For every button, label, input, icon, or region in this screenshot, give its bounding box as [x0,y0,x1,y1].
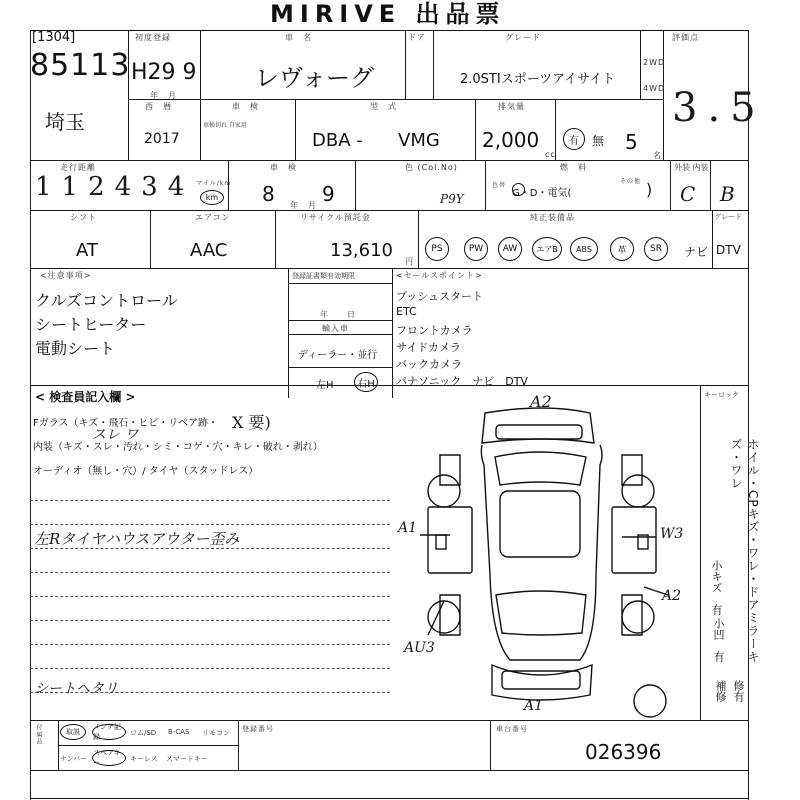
turbo-no: 無 [592,134,605,148]
grid-line [392,268,393,398]
dash-line [30,572,390,573]
grid-line [30,770,748,771]
grid-line [640,30,641,100]
grid-line [405,30,406,100]
lot-number: 85113 [30,48,131,83]
grid-line [710,160,711,210]
opt-rom: ロム/SD [130,729,157,737]
sales-point-3: フロントカメラ [396,324,473,337]
steering-left: 左H [316,380,334,391]
mileage-label: 走行距離 [60,163,96,172]
grid-line [238,720,239,770]
dash-line [30,596,390,597]
grid-line [288,268,289,398]
opt-spare-key: スペアキー [92,750,126,766]
equipment-airbag: エアB [532,237,562,261]
footer-side: 付属品 [35,724,42,745]
shift-label: シフト [70,213,97,222]
equipment-navi: ナビ [684,245,709,259]
grid-line [418,210,419,268]
aircon-label: エアコン [195,213,231,222]
grid-line [30,385,748,386]
inspector-line-3: オーディオ（無し・穴）/ タイヤ（スタッドレス） [33,466,259,477]
dealer-label: ディーラー・並行 [298,350,378,361]
interior-grade: B [720,182,735,206]
grid-line [288,320,392,321]
grid-line [30,720,748,721]
opt-remote: リモコン [202,729,230,737]
grade-4wd: 4WD [643,84,666,93]
shaken-note: 車検切れ 自家用 [203,122,247,129]
score-label: 評価点 [672,33,699,42]
opt-bcas: B-CAS [168,728,190,736]
inspection-label: 車 検 [270,163,297,172]
notes-label: <注意事項> [40,271,92,280]
grid-line [475,99,476,160]
grid-line [275,210,276,268]
grid-line [200,30,201,160]
inspector-line-1: Fガラス（キズ・飛石・ヒビ・リペア跡・ [33,418,219,429]
lot-tag: [1304] [32,30,76,45]
reg-number-label: 登録番号 [242,725,274,733]
opt-manual: 取説 [60,724,86,740]
damage-a2-top: A2 [530,392,552,411]
side-note-small-dent: 小凹 有 [712,618,725,662]
inspection-month: 9 [322,182,335,206]
side-note-wheels: ホイル・CPキズ・ワレ・ドアミラーキズ・ワレ [729,438,760,664]
sales-points-label: <セールスポイント> [396,271,483,280]
equipment-aw: AW [498,237,522,261]
inspector-label: < 検査員記入欄 > [35,390,136,404]
fuel-label: 燃 料 [560,163,587,172]
grid-line [30,210,748,211]
dash-line [30,644,390,645]
color-code: P9Y [440,192,464,206]
opt-maintenance: メンテ記録 [92,724,126,740]
sales-point-4: サイドカメラ [396,341,461,354]
grid-line [30,160,748,161]
import-label: 輸入車 [322,324,349,333]
grid-line [288,334,392,335]
damage-a1-left: A1 [398,520,418,536]
damage-w3: W3 [660,526,684,542]
shaken-label: 車 検 [232,102,259,111]
handwritten-note-1: 左Rタイヤハウスアウター歪み [34,530,240,548]
grid-line [30,30,31,800]
score-value: 3.5 [672,85,766,131]
model-year-label: 西 暦 [145,102,172,111]
grid-line [433,30,434,100]
equipment-label: 純正装備品 [530,213,575,222]
grid-line [288,283,392,284]
side-note-repair: 補修 [714,680,727,702]
key-label: キーロック [704,391,739,399]
grid-line [700,385,701,720]
mileage-km-circled: km [200,190,224,205]
color-label: 色 (Col.No) [405,163,458,172]
dash-line [30,668,390,669]
displacement-value: 2,000 [482,128,540,152]
grid-line [150,210,151,268]
inspection-year: 8 [262,182,275,206]
year-day-label: 年 日 [320,310,356,319]
displacement-unit: cc [545,150,556,159]
damage-a2-right: A2 [662,588,682,604]
equipment-sunroof: SR [644,237,668,261]
grid-line [288,367,392,368]
car-damage-diagram [400,395,700,720]
note-2: シートヒーター [35,315,147,334]
opt-plate: ナンバー [60,755,88,763]
displacement-label: 排気量 [498,102,525,111]
damage-au3: AU3 [404,640,435,656]
sales-point-1: プッシュスタート [396,290,484,303]
turbo-yes: 有 [563,128,585,150]
fuel-close: ) [646,180,653,199]
grid-line [355,160,356,210]
year-month-label: 年 月 [150,91,177,100]
chassis-no-label: 車台番号 [496,725,528,733]
recycle-label: リサイクル預託金 [300,213,371,222]
sales-point-5: バックカメラ [396,358,462,371]
sales-point-2: ETC [396,305,417,318]
aircon-value: AAC [190,240,228,261]
reg-deadline-label: 登録証書類有効期限 [292,272,355,280]
grid-line [712,210,713,268]
grid-line [485,160,486,210]
car-name-label: 車 名 [285,33,312,42]
recycle-unit: 円 [405,257,414,266]
seats-unit: 名 [653,151,662,160]
grid-line [58,745,238,746]
grid-line [30,798,748,799]
mileage-unit: マイル/km [196,180,232,187]
grade-2wd: 2WD [643,58,666,67]
side-note-small-scratch: 小キズ 有 [710,560,723,615]
fuel-options: G・D・電気( [512,188,572,199]
equipment-abs: ABS [570,237,598,261]
model-code-label: 型 式 [370,102,397,111]
note-1: クルズコントロール [35,291,178,310]
first-reg-value: H29 9 [131,60,197,85]
shift-value: AT [76,240,98,261]
seats-value: 5 [625,130,638,154]
opt-smart-key: スマートキー [166,755,208,763]
equipment-grade-label: グレード [714,213,742,221]
mileage-value: 112434 [35,172,195,202]
model-code-value: VMG [398,130,440,151]
recycle-value: 13,610 [330,240,393,261]
form-title: MIRIVE 出品票 [270,0,506,28]
handwritten-note-2: シートヘタリ [34,681,118,697]
equipment-pw: PW [464,237,488,261]
grid-line [748,30,749,800]
model-year-value: 2017 [144,131,180,147]
grid-line [295,99,296,160]
exterior-grade: C [680,182,696,206]
note-3: 電動シート [35,339,116,358]
windshield-mark: X 要) [232,413,271,432]
region: 埼玉 [45,110,85,134]
side-note-repair-2: 修有 [732,680,745,702]
doors-label: ドア [408,33,426,42]
equipment-dtv: DTV [716,243,741,257]
model-prefix: DBA - [312,130,363,151]
first-reg-label: 初度登録 [135,33,171,42]
damage-a1-bottom: A1 [524,698,544,714]
grid-line [490,720,491,770]
grid-line [663,30,664,160]
opt-keyless: キーレス [130,755,158,763]
grid-line [670,160,671,210]
ext-int-label: 外装 内装 [674,163,709,172]
fuel-other-label: その他 [620,178,642,185]
grade-value: 2.0STIスポーツアイサイト [460,72,616,87]
equipment-leather: 革 [610,237,634,261]
equipment-ps: PS [425,237,449,261]
dash-line [30,500,390,501]
chassis-no-value: 026396 [585,740,662,764]
dash-line [30,620,390,621]
grid-line [30,268,748,269]
grid-line [128,99,663,100]
inspection-unit: 年 月 [290,201,317,210]
steering-right-circled: 右H [354,372,378,392]
color-sub: 色替 [492,182,507,189]
inspector-line-2: 内装（キズ・スレ・汚れ・シミ・コゲ・穴・キレ・破れ・剥れ） [33,442,323,453]
car-name-value: レヴォーグ [255,64,375,92]
sales-point-6: パナソニック ナビ DTV [396,375,528,388]
grade-label: グレード [505,33,541,42]
dash-line [30,524,390,525]
interior-scribble: スレ ワ [92,427,139,443]
